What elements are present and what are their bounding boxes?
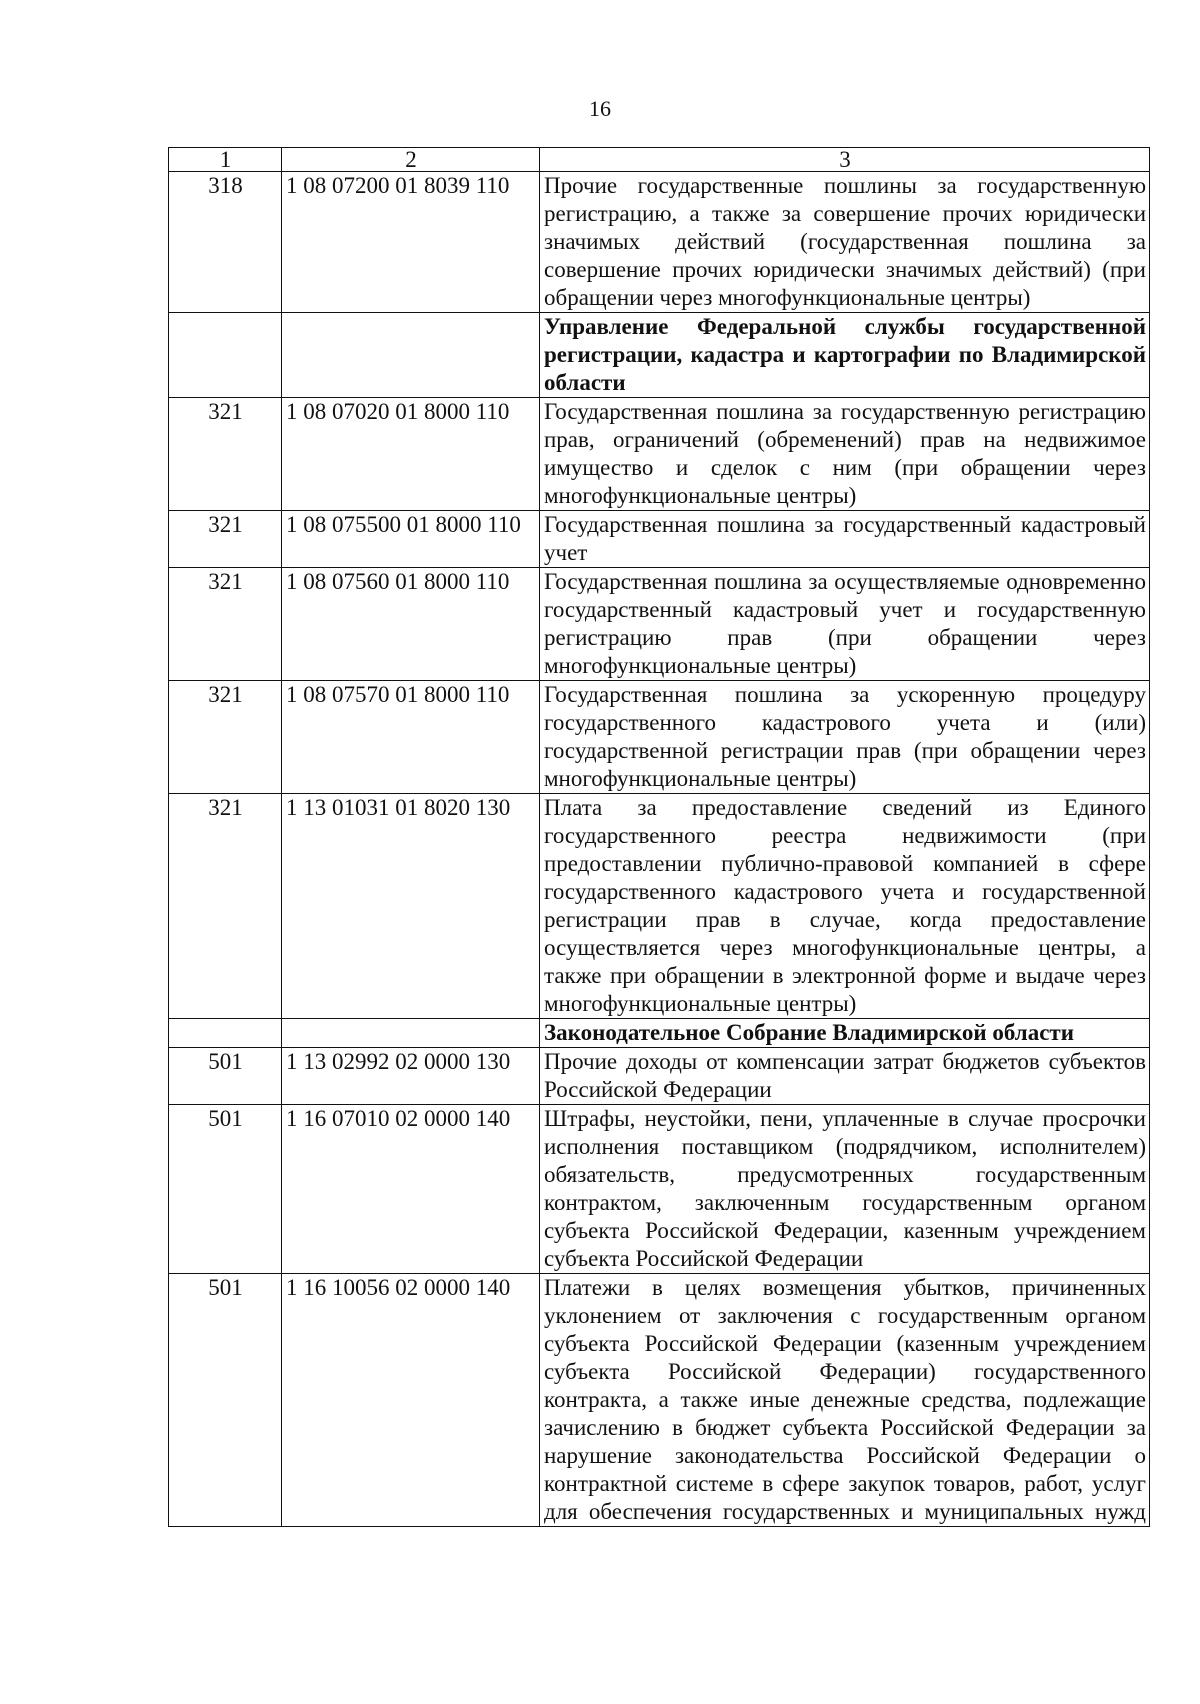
table-row (169, 794, 1150, 1019)
kbk-cell: 1 08 07020 01 8000 110 (282, 398, 540, 511)
page-number: 16 (589, 96, 611, 121)
kbk-cell: 1 08 07570 01 8000 110 (282, 681, 540, 794)
admin-code-cell: 321 (169, 568, 282, 681)
description-cell: Прочие доходы от компенсации затрат бюджетов субъектов Российской Федерации (540, 1048, 1150, 1105)
admin-code-cell: 501 (169, 1274, 282, 1527)
description-cell: Государственная пошлина за ускоренную процедуру государственного кадастрового учета и (или) государственной регистрации прав (при обращении через многофункциональные центры) (540, 681, 1150, 794)
table-row (169, 1048, 1150, 1105)
section-title: Законодательное Собрание Владимирской области (540, 1019, 1150, 1048)
header-row (169, 148, 1150, 172)
column-number-3: 3 (540, 148, 1150, 172)
admin-code-cell: 501 (169, 1105, 282, 1274)
description-cell: Плата за предоставление сведений из Единого государственного реестра недвижимости (при предоставлении публично-правовой компанией в сфере государственного кадастрового учета и государственной регистрации прав в случае, когда предоставление осуществляется через многофункциональные центры, а также при обращении в электронной форме и выдаче через многофункциональные центры) (540, 794, 1150, 1019)
admin-code-cell (169, 1019, 282, 1048)
admin-code-cell: 321 (169, 681, 282, 794)
table-row (169, 1105, 1150, 1274)
description-cell: Платежи в целях возмещения убытков, причиненных уклонением от заключения с государственным органом субъекта Российской Федерации (казенным учреждением субъекта Российской Федерации) государственного контракта, а также иные денежные средства, подлежащие зачислению в бюджет субъекта Российской Федерации за нарушение законодательства Российской Федерации о контрактной системе в сфере закупок товаров, работ, услуг для обеспечения государственных и муниципальных нужд (540, 1274, 1150, 1527)
revenue-codes-table (168, 147, 1150, 1527)
description-cell: Государственная пошлина за государственный кадастровый учет (540, 511, 1150, 568)
admin-code-cell: 321 (169, 398, 282, 511)
description-cell: Штрафы, неустойки, пени, уплаченные в случае просрочки исполнения поставщиком (подрядчиком, исполнителем) обязательств, предусмотренных государственным контрактом, заключенным государственным органом субъекта Российской Федерации, казенным учреждением субъекта Российской Федерации (540, 1105, 1150, 1274)
description-cell: Государственная пошлина за осуществляемые одновременно государственный кадастровый учет и государственную регистрацию прав (при обращении через многофункциональные центры) (540, 568, 1150, 681)
kbk-cell: 1 13 02992 02 0000 130 (282, 1048, 540, 1105)
admin-code-cell: 321 (169, 794, 282, 1019)
admin-code-cell: 321 (169, 511, 282, 568)
kbk-cell (282, 313, 540, 398)
kbk-cell: 1 16 07010 02 0000 140 (282, 1105, 540, 1274)
table-row (169, 172, 1150, 313)
table-row (169, 1274, 1150, 1527)
admin-code-cell: 501 (169, 1048, 282, 1105)
kbk-cell: 1 13 01031 01 8020 130 (282, 794, 540, 1019)
kbk-cell: 1 08 07560 01 8000 110 (282, 568, 540, 681)
table-header (169, 148, 1150, 172)
section-title: Управление Федеральной службы государственной регистрации, кадастра и картографии по Владимирской области (540, 313, 1150, 398)
section-heading-row (169, 1019, 1150, 1048)
kbk-cell: 1 08 075500 01 8000 110 (282, 511, 540, 568)
table-row (169, 681, 1150, 794)
column-number-1: 1 (169, 148, 282, 172)
description-cell: Государственная пошлина за государственную регистрацию прав, ограничений (обременений) прав на недвижимое имущество и сделок с ним (при обращении через многофункциональные центры) (540, 398, 1150, 511)
column-number-2: 2 (282, 148, 540, 172)
admin-code-cell (169, 313, 282, 398)
table-row (169, 511, 1150, 568)
kbk-cell (282, 1019, 540, 1048)
description-cell: Прочие государственные пошлины за государственную регистрацию, а также за совершение прочих юридически значимых действий (государственная пошлина за совершение прочих юридически значимых действий) (при обращении через многофункциональные центры) (540, 172, 1150, 313)
table-row (169, 568, 1150, 681)
kbk-cell: 1 16 10056 02 0000 140 (282, 1274, 540, 1527)
admin-code-cell: 318 (169, 172, 282, 313)
table-row (169, 398, 1150, 511)
section-heading-row (169, 313, 1150, 398)
kbk-cell: 1 08 07200 01 8039 110 (282, 172, 540, 313)
